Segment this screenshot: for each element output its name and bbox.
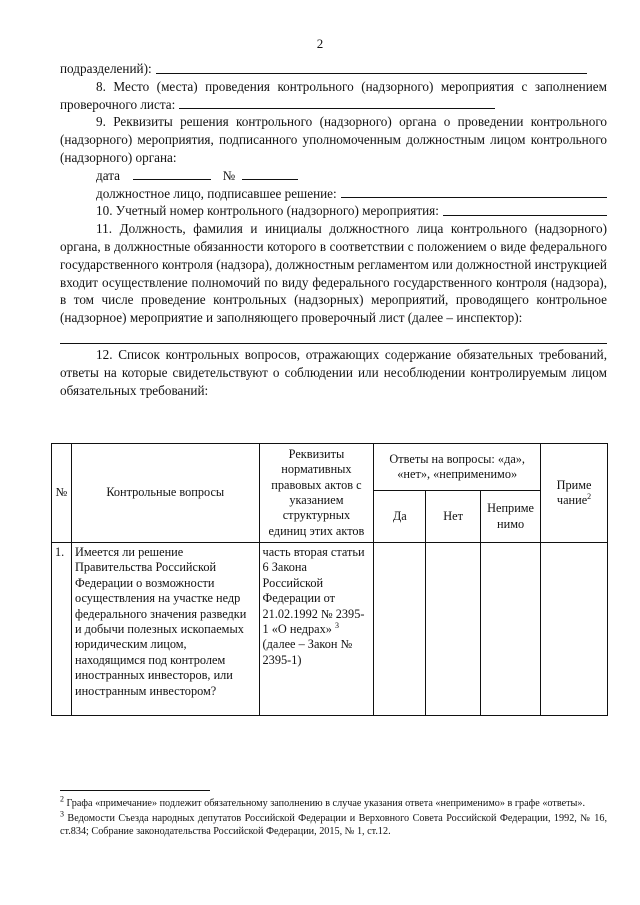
item-10 bbox=[60, 202, 607, 220]
col-yes-header: Да bbox=[374, 491, 426, 543]
answer-no-cell[interactable] bbox=[426, 543, 481, 716]
subdivisions-label: подразделений): bbox=[60, 61, 152, 76]
item-8-blank[interactable] bbox=[179, 96, 495, 109]
col-answers-header: Ответы на вопросы: «да», «нет», «неприменимо» bbox=[374, 444, 541, 491]
col-number-header: № bbox=[52, 444, 72, 543]
item-8-text: 8. Место (места) проведения контрольного (надзорного) мероприятия с заполнением проверочного листа: bbox=[60, 78, 607, 112]
table-header-row bbox=[52, 444, 608, 491]
row-number: 1. bbox=[52, 543, 72, 716]
answer-na-cell[interactable] bbox=[481, 543, 541, 716]
footnote-mark: 2 bbox=[60, 794, 64, 804]
note-header-text: Приме чание bbox=[556, 477, 592, 507]
table-row bbox=[52, 543, 608, 716]
item-11: 11. Должность, фамилия и инициалы должностного лица контрольного (надзорного) органа, в должностные обязанности которого в соответствии с положением о виде федерального государственного контроля (надзора), должностным регламентом или должностной инструкцией входит осуществление полномочий по виду федерального государственного контроля (надзора), в том числе проведение контрольных (надзорных) мероприятий, проводящего контрольное (надзорное) мероприятие и заполняющего проверочный лист (далее – инспектор): bbox=[60, 221, 607, 326]
col-requisites-header: Реквизиты нормативных правовых актов с указанием структурных единиц этих актов bbox=[259, 444, 374, 543]
answer-yes-cell[interactable] bbox=[374, 543, 426, 716]
signer-line bbox=[60, 185, 607, 203]
form-body bbox=[60, 60, 607, 399]
item-10-blank[interactable] bbox=[443, 203, 607, 216]
page-number: 2 bbox=[316, 36, 324, 51]
row-question: Имеется ли решение Правительства Российской Федерации о возможности осуществления на участке недр федерального значения разведки и добычи полезных ископаемых юридическим лицом, находящимся под контролем иностранных инвесторов, или иностранным инвестором? bbox=[71, 543, 259, 716]
note-cell[interactable] bbox=[541, 543, 608, 716]
footnote-text: Графа «примечание» подлежит обязательному заполнению в случае указания ответа «неприменимо» в графе «ответы». bbox=[66, 798, 586, 809]
checklist-table bbox=[51, 443, 608, 716]
footnotes bbox=[60, 794, 608, 840]
date-blank[interactable] bbox=[133, 167, 211, 180]
inspector-blank[interactable] bbox=[60, 327, 607, 344]
number-blank[interactable] bbox=[242, 167, 298, 180]
date-label: дата bbox=[96, 167, 120, 183]
item-9: 9. Реквизиты решения контрольного (надзорного) органа о проведении контрольного (надзорного) мероприятия, подписанного уполномоченным должностным лицом контрольного (надзорного) органа: bbox=[60, 114, 607, 165]
col-na-header: Неприме нимо bbox=[481, 491, 541, 543]
footnote-ref-3: 3 bbox=[334, 620, 339, 630]
footnote-item bbox=[60, 809, 608, 839]
number-label: № bbox=[222, 167, 236, 183]
item-12: 12. Список контрольных вопросов, отражающих содержание обязательных требований, ответы на которые свидетельствуют о соблюдении или несоблюдении контролируемым лицом обязательных требований: bbox=[60, 346, 607, 398]
footnote-text: Ведомости Съезда народных депутатов Российской Федерации и Верховного Совета Российской Федерации, 1992, № 16, ст.834; Собрание законодательства Российской Федерации, 2015, № 1, ст.12. bbox=[60, 812, 608, 838]
col-note-header bbox=[541, 444, 608, 543]
footnote-divider bbox=[60, 790, 210, 791]
requisites-text: часть вторая статьи 6 Закона Российской Федерации от 21.02.1992 № 2395-1 «О недрах» bbox=[262, 545, 365, 637]
subdivisions-line bbox=[60, 60, 607, 78]
requisites-abbrev: (далее – Закон № 2395-1) bbox=[262, 637, 353, 667]
row-requisites bbox=[259, 543, 374, 716]
footnote-mark: 3 bbox=[60, 809, 64, 819]
footnote-ref-2: 2 bbox=[587, 491, 592, 501]
col-question-header: Контрольные вопросы bbox=[71, 444, 259, 543]
item-10-text: 10. Учетный номер контрольного (надзорного) мероприятия: bbox=[96, 203, 439, 219]
signer-blank[interactable] bbox=[341, 185, 607, 198]
col-no-header: Нет bbox=[426, 491, 481, 543]
item-8 bbox=[60, 78, 607, 114]
footnote-item bbox=[60, 794, 607, 811]
decision-date-line bbox=[60, 167, 607, 185]
signer-label: должностное лицо, подписавшее решение: bbox=[96, 185, 337, 201]
subdivisions-blank[interactable] bbox=[156, 61, 587, 74]
